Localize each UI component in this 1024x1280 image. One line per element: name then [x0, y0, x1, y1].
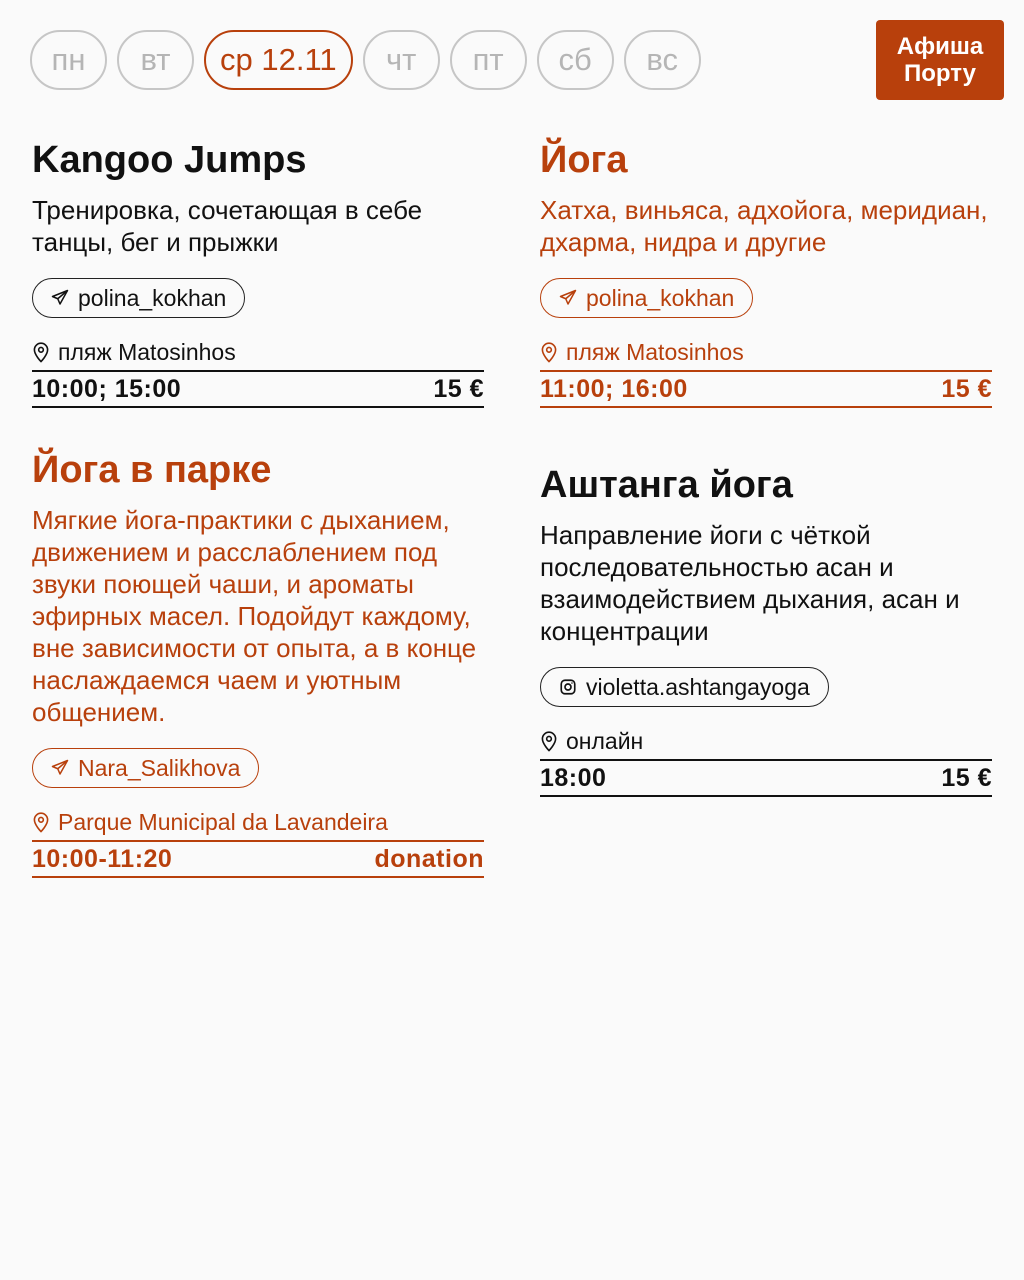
telegram-icon — [51, 759, 69, 777]
day-tab-fri[interactable]: пт — [450, 30, 527, 90]
organizer-handle-button[interactable] — [540, 278, 753, 318]
day-tab-mon[interactable]: пн — [30, 30, 107, 90]
organizer-handle-button[interactable] — [32, 278, 245, 318]
location-label: пляж Matosinhos — [58, 338, 236, 365]
afisha-porto-logo — [876, 20, 1004, 100]
logo-line-1: Афиша — [896, 33, 984, 60]
location-label: онлайн — [566, 727, 644, 754]
handle-label: Nara_Salikhova — [78, 754, 241, 781]
event-card-yoga-in-park — [32, 448, 484, 878]
event-time-price-bar — [540, 370, 992, 408]
handle-label: polina_kokhan — [78, 284, 227, 311]
event-description: Мягкие йога-практики с дыханием, движением и расслаблением под звуки поющей чаши, и ароматы эфирных масел. Подойдут каждому, вне зависимости от опыта, а в конце наслаждаемся чаем и уютным общением. — [32, 505, 477, 727]
day-tab-wed-active[interactable]: ср 12.11 — [204, 30, 353, 90]
event-time-price-bar — [32, 370, 484, 408]
location-pin-icon — [540, 341, 558, 363]
event-time: 18:00 — [540, 763, 607, 792]
event-title: Аштанга йога — [540, 464, 793, 506]
event-card-kangoo-jumps — [32, 138, 484, 408]
event-title: Kangoo Jumps — [32, 139, 307, 181]
location-pin-icon — [32, 341, 50, 363]
event-card-yoga — [540, 138, 992, 408]
location-pin-icon — [32, 811, 50, 833]
day-tab-thu[interactable]: чт — [363, 30, 440, 90]
logo-line-2: Порту — [904, 60, 976, 87]
event-location — [540, 338, 992, 366]
event-title: Йога в парке — [32, 449, 272, 491]
day-tab-sat[interactable]: сб — [537, 30, 614, 90]
event-time: 10:00-11:20 — [32, 844, 173, 873]
event-time: 10:00; 15:00 — [32, 374, 182, 403]
event-description: Направление йоги с чёткой последовательностью асан и взаимодействием дыхания, асан и концентрации — [540, 520, 960, 646]
event-time: 11:00; 16:00 — [540, 374, 688, 403]
event-description: Тренировка, сочетающая в себе танцы, бег и прыжки — [32, 195, 423, 257]
instagram-icon — [559, 678, 577, 696]
event-price: 15 € — [941, 374, 992, 403]
event-title: Йога — [540, 139, 628, 181]
event-location — [540, 727, 992, 755]
event-price: 15 € — [941, 763, 992, 792]
organizer-handle-button[interactable] — [32, 748, 259, 788]
location-label: Parque Municipal da Lavandeira — [58, 808, 388, 835]
event-description: Хатха, виньяса, адхойога, меридиан, дхарма, нидра и другие — [540, 195, 988, 257]
location-pin-icon — [540, 730, 558, 752]
event-location — [32, 808, 484, 836]
telegram-icon — [51, 289, 69, 307]
event-price: donation — [374, 844, 484, 873]
telegram-icon — [559, 289, 577, 307]
event-time-price-bar — [540, 759, 992, 797]
day-tab-sun[interactable]: вс — [624, 30, 701, 90]
day-selector — [30, 30, 701, 90]
organizer-handle-button[interactable] — [540, 667, 829, 707]
day-tab-tue[interactable]: вт — [117, 30, 194, 90]
event-location — [32, 338, 484, 366]
handle-label: polina_kokhan — [586, 284, 735, 311]
event-time-price-bar — [32, 840, 484, 878]
location-label: пляж Matosinhos — [566, 338, 744, 365]
event-card-ashtanga-yoga — [540, 463, 992, 797]
handle-label: violetta.ashtangayoga — [586, 673, 810, 700]
event-price: 15 € — [433, 374, 484, 403]
